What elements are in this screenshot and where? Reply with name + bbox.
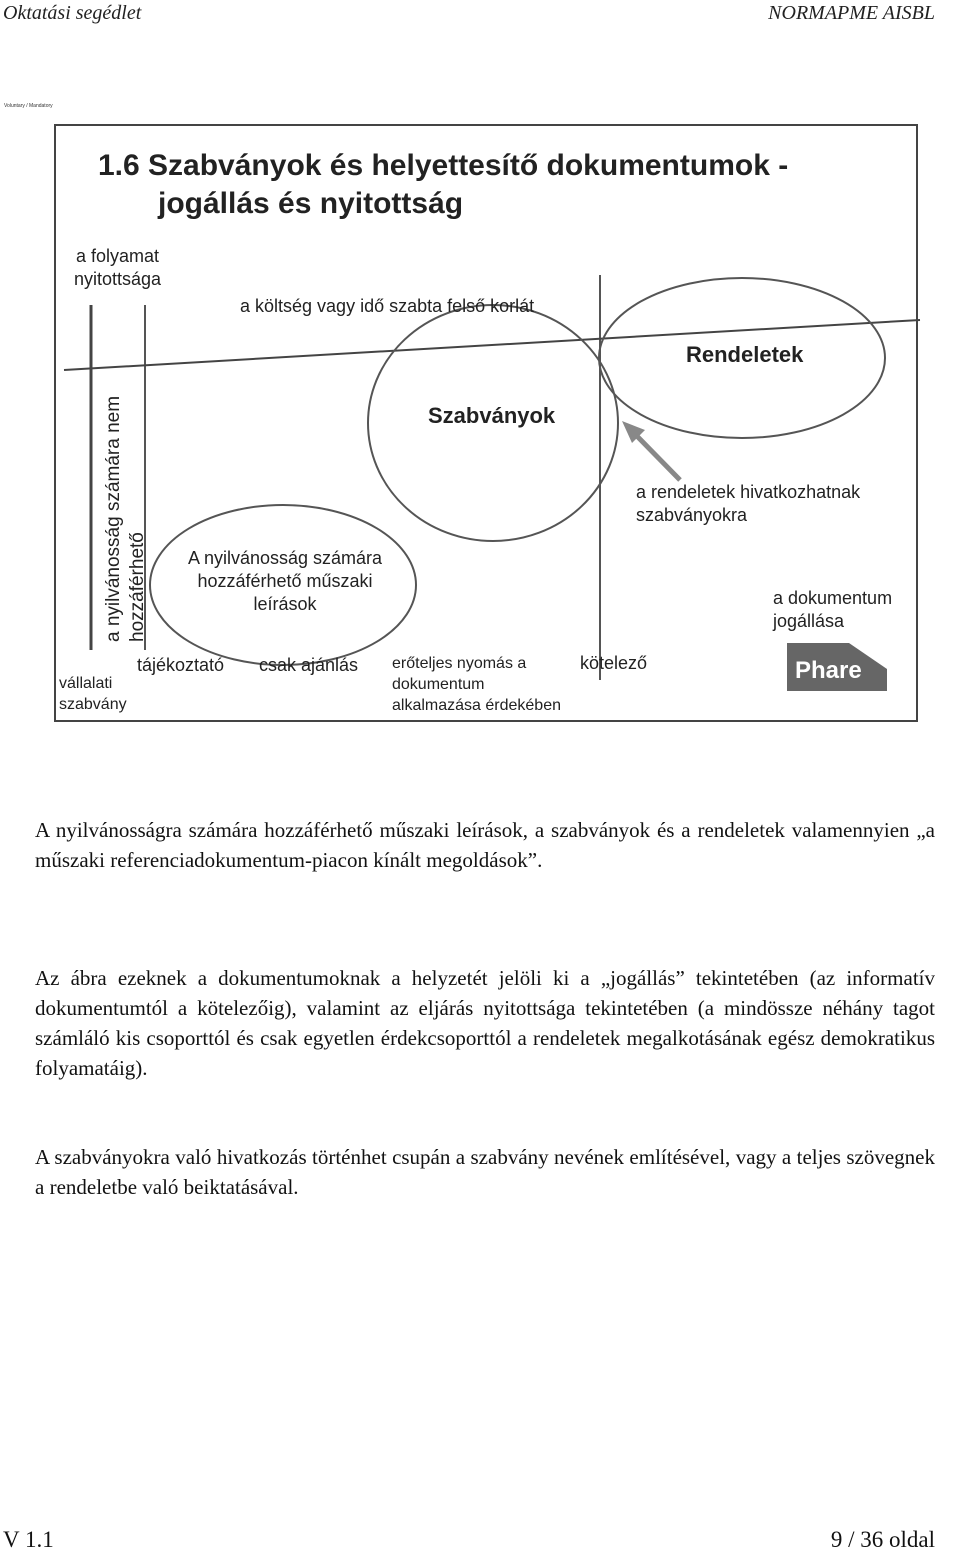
tick-mandatory: kötelező <box>580 653 648 673</box>
header-left: Oktatási segédlet <box>3 2 142 24</box>
paragraph-3: A szabványokra való hivatkozás történhet csupán a szabvány nevének említésével, vagy a teljes szövegnek a rendeletbe való beiktatásával. <box>35 1145 935 1199</box>
rendeletek-label: Rendeletek <box>686 342 804 367</box>
figure-title-line1: 1.6 Szabványok és helyettesítő dokumentumok - <box>98 149 789 182</box>
tick-informative: tájékoztató <box>137 655 225 675</box>
figure <box>0 95 960 745</box>
y-axis-label: a folyamat nyitottsága <box>73 246 162 289</box>
reference-arrow <box>632 431 680 480</box>
header-right: NORMAPME AISBL <box>768 2 935 24</box>
upper-limit-label: a költség vagy idő szabta felső korlát <box>240 296 535 316</box>
phare-logo <box>787 643 887 691</box>
tick-pressure: erőteljes nyomás a dokumentum alkalmazása érdekében <box>392 655 561 714</box>
public-specs-label: A nyilvánosság számára hozzáférhető műszaki leírások <box>187 548 383 614</box>
rotated-label: a nyilvánosság számára nem hozzáférhető <box>103 395 148 642</box>
phare-logo-text: Phare <box>795 657 862 684</box>
paragraph-1: A nyilvánosságra számára hozzáférhető műszaki leírások, a szabványok és a rendeletek valamennyien „a műszaki referenciadokumentum-piacon kínált megoldások”. <box>35 818 935 872</box>
szabvanyok-label: Szabványok <box>428 403 556 428</box>
figure-corner-note: Voluntary / Mandatory <box>4 103 53 109</box>
tick-recommendation: csak ajánlás <box>259 655 359 675</box>
footer-version: V 1.1 <box>3 1527 54 1552</box>
paragraph-2: Az ábra ezeknek a dokumentumoknak a helyzetét jelöli ki a „jogállás” tekintetében (az informatív dokumentumtól a kötelezőig), valamint az eljárás nyitottsága tekintetében (a mindössze néhány tagot számláló kis csoporttól és csak egyetlen érdekcsoporttól a rendeletek megalkotásának egész demokratikus folyamatáig). <box>35 966 935 1080</box>
x-axis-label: a dokumentum jogállása <box>773 588 893 631</box>
figure-title-line2: jogállás és nyitottság <box>158 187 464 220</box>
footer-page: 9 / 36 oldal <box>830 1527 935 1552</box>
reference-note: a rendeletek hivatkozhatnak szabványokra <box>636 482 861 525</box>
corporate-standard-label: vállalati szabvány <box>59 675 127 713</box>
